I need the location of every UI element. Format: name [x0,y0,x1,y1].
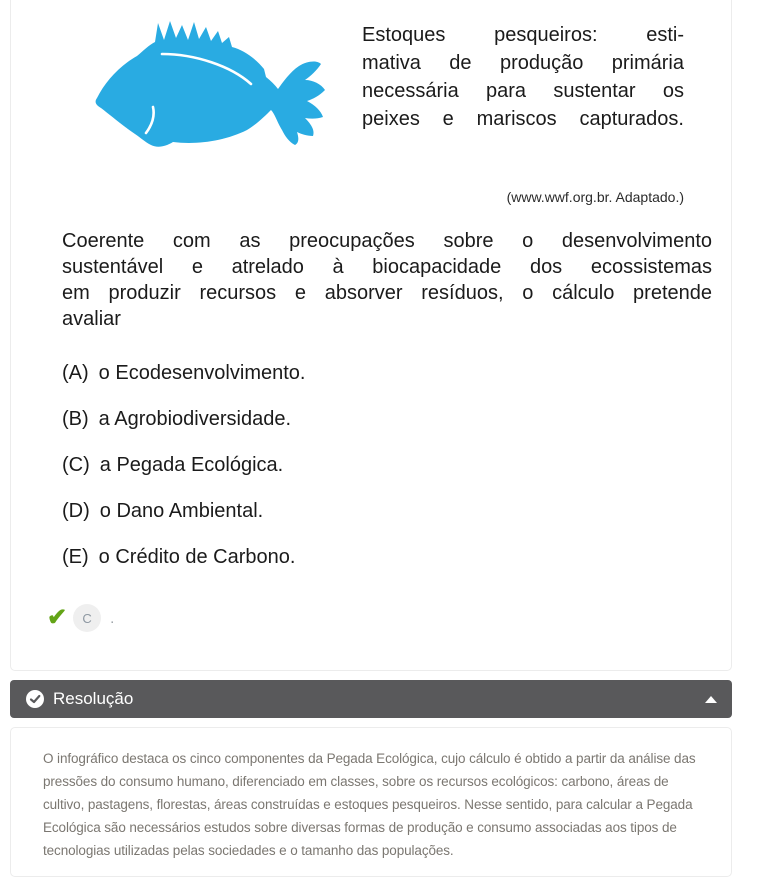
check-circle-icon [25,689,45,709]
caption-line: necessária para sustentar os [362,80,684,102]
resolution-title: Resolução [53,689,134,708]
option-a [62,361,712,385]
option-text: o Dano Ambiental. [99,500,264,522]
option-text: a Pegada Ecológica. [99,454,284,476]
fish-image [85,14,337,149]
statement-line: em produzir recursos e absorver resíduos, o cálculo pretende [62,282,712,304]
statement-line: Coerente com as preocupações sobre o desenvolvimento [62,230,712,252]
chevron-up-icon[interactable] [705,696,717,703]
resolution-body-text: O infográfico destaca os cinco componentes da Pegada Ecológica, cujo cálculo é obtido a partir da análise das pressões do consumo humano, diferenciado em classes, sobre os recursos ecológicos: carbono, áreas de cultivo, pastagens, florestas, áreas construídas e estoques pesqueiros. Nesse sentido, para calcular a Pegada Ecológica são necessários estudos sobre diversas formas de produção e consumo associadas aos tipos de tecnologias utilizadas pelas sociedades e o tamanho das populações. [43,751,696,858]
answer-row [47,604,114,632]
option-text: o Ecodesenvolvimento. [98,362,306,384]
option-text: a Agrobiodiversidade. [98,408,292,430]
infographic-caption [362,21,684,133]
option-d [62,499,712,523]
answer-letter-badge: C [73,604,101,632]
question-card [10,0,732,671]
caption-line: peixes e mariscos capturados. [362,108,684,130]
statement-line: avaliar [62,308,121,330]
answer-period: . [110,609,115,627]
resolution-card [10,727,732,877]
question-statement [62,228,712,332]
resolution-header[interactable] [10,680,732,718]
check-icon: ✔ [47,604,68,631]
option-e [62,545,712,569]
option-letter: (C) [62,454,90,476]
option-letter: (A) [62,362,89,384]
caption-line: Estoques pesqueiros: esti- [362,24,684,46]
fish-icon [85,14,337,149]
option-letter: (B) [62,408,89,430]
option-b [62,407,712,431]
option-letter: (D) [62,500,90,522]
caption-line: mativa de produção primária [362,52,684,74]
option-text: o Crédito de Carbono. [98,546,296,568]
source-attribution: (www.wwf.org.br. Adaptado.) [506,189,684,205]
option-c [62,453,712,477]
option-letter: (E) [62,546,89,568]
statement-line: sustentável e atrelado à biocapacidade dos ecossistemas [62,256,712,278]
